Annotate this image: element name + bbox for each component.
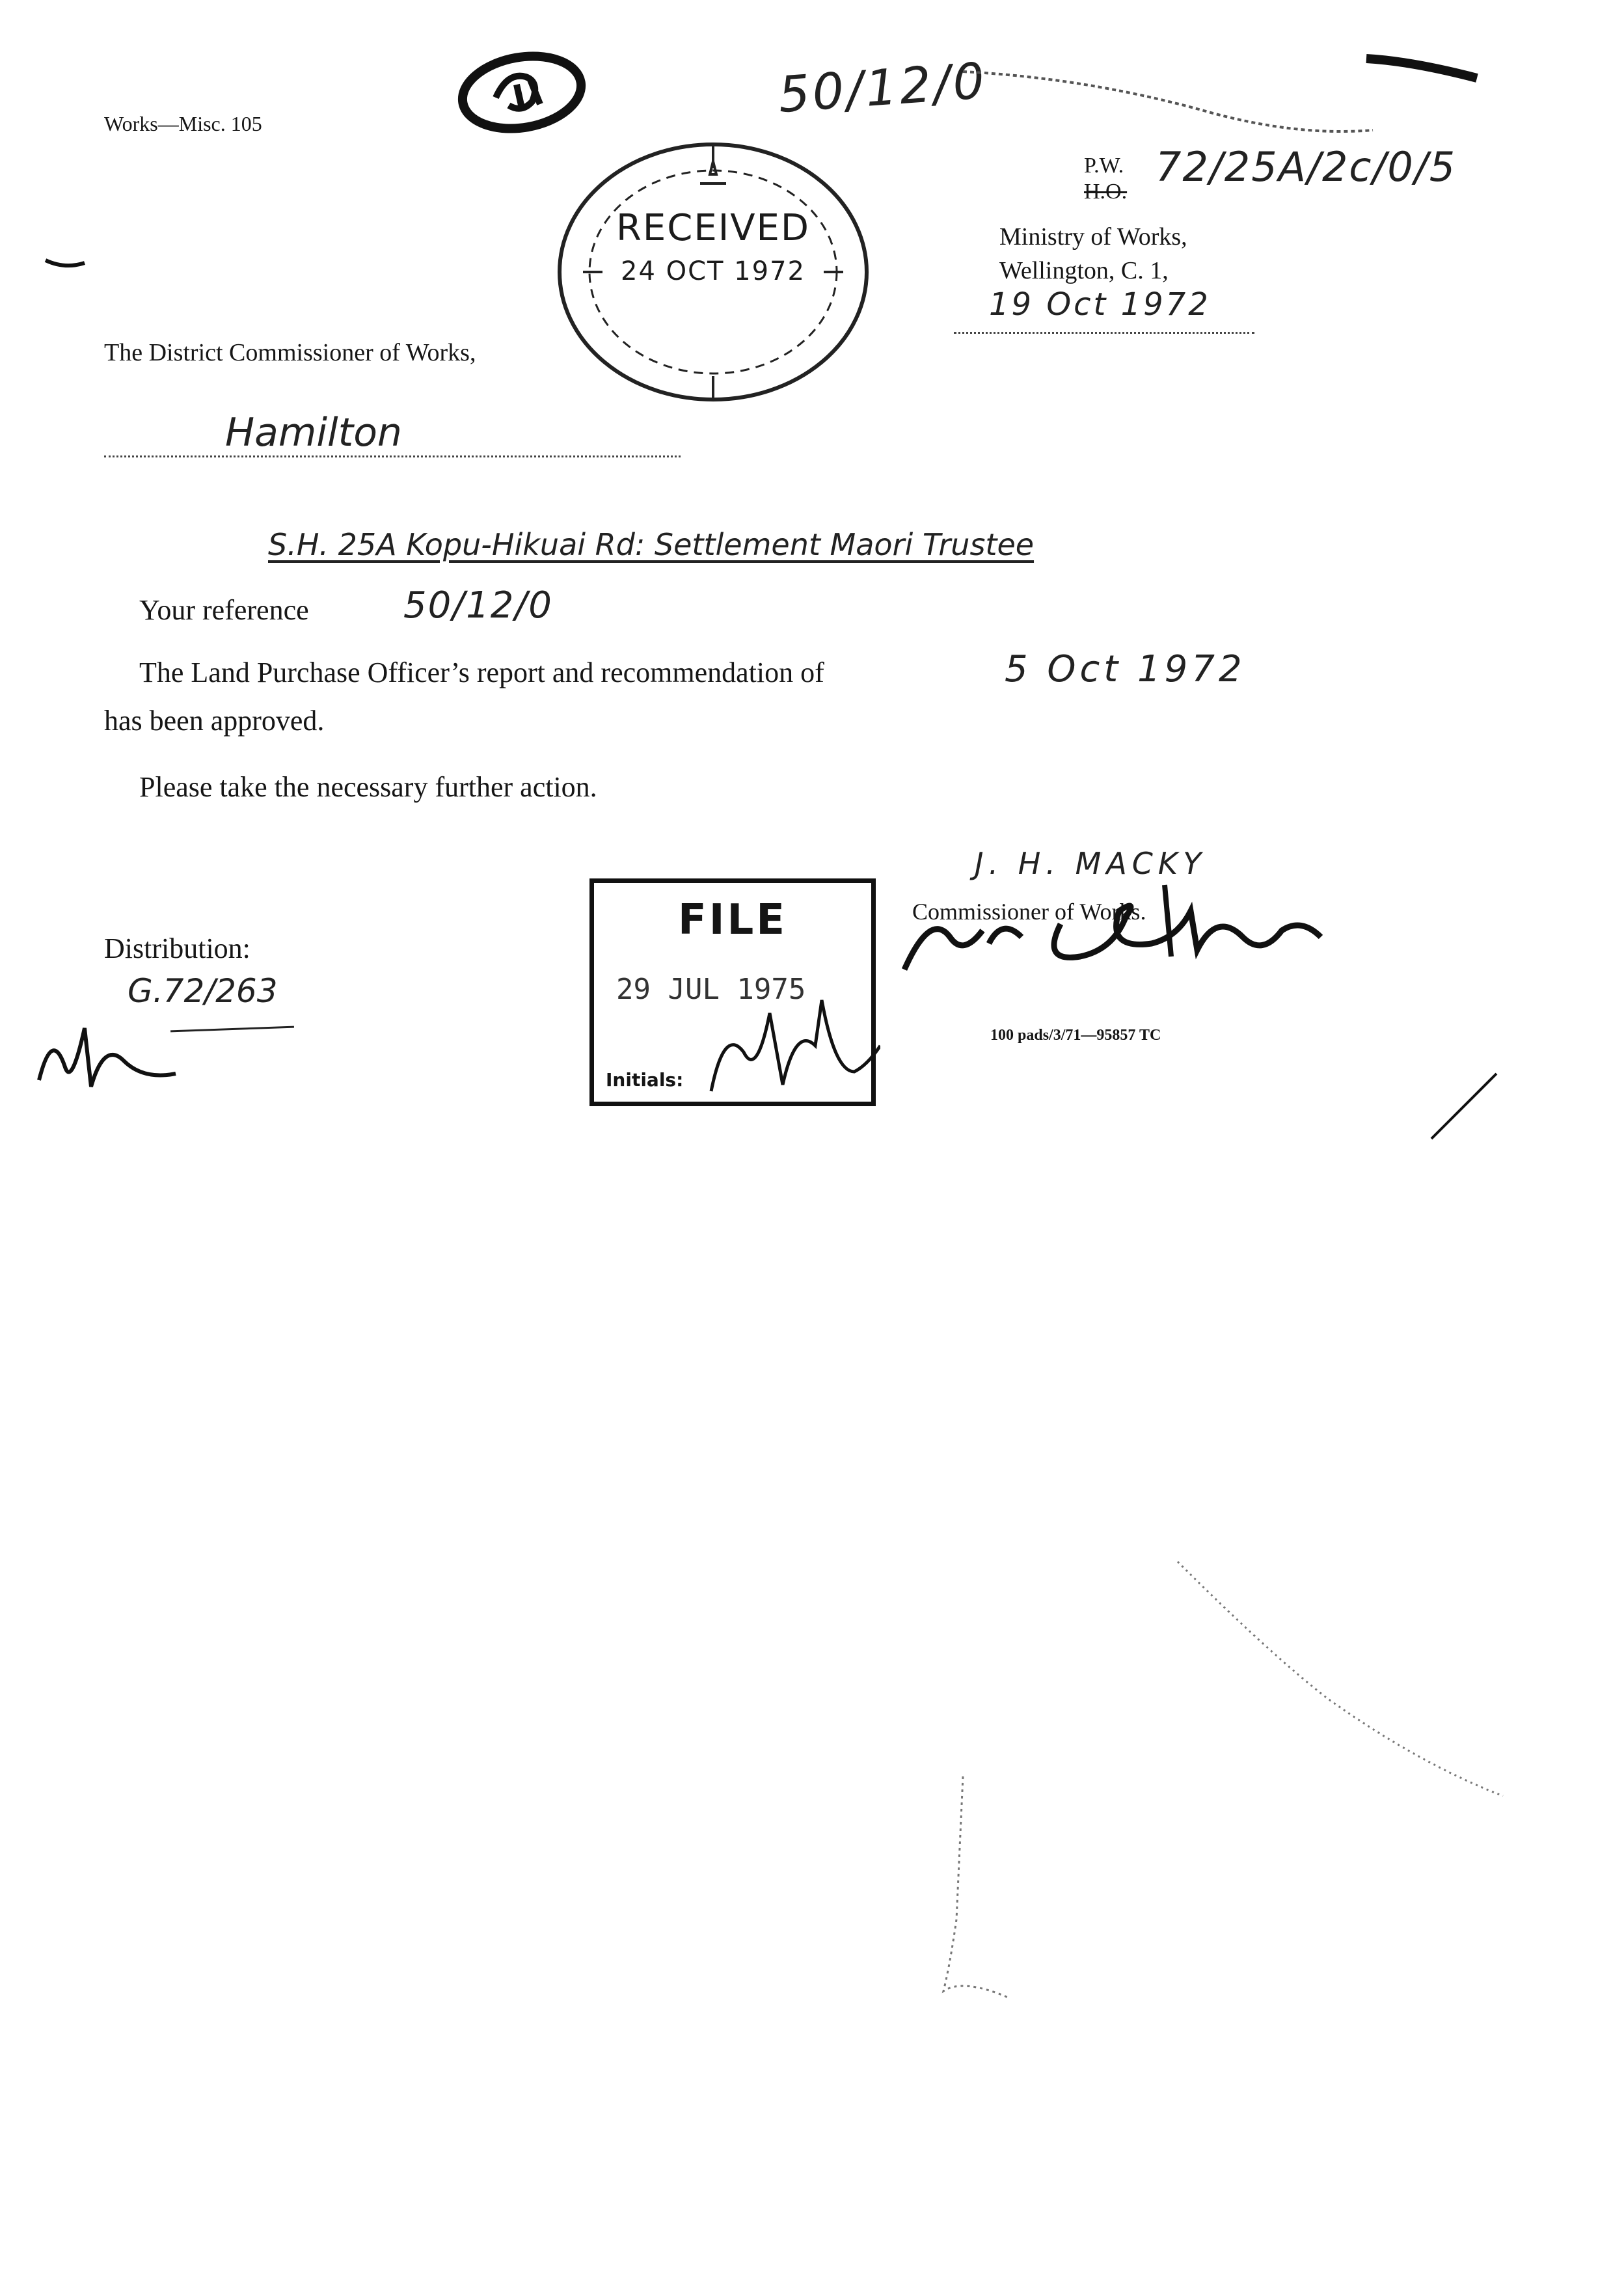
file-stamp [589,878,876,1106]
letter-date: 19 Oct 1972 [989,286,1211,323]
your-reference-label: Your reference [139,594,309,626]
top-stroke-icon [956,52,1496,156]
ministry-address [999,220,1187,288]
body-line-1: The Land Purchase Officer’s report and recommendation of [139,657,824,688]
initials-scribble-icon [685,974,880,1104]
top-reference: 50/12/0 [776,51,989,124]
distribution-underline [170,1026,294,1033]
distribution-entry: G.72/263 [128,972,278,1010]
body-line-2: has been approved. [104,705,325,737]
form-code: Works—Misc. 105 [104,112,262,135]
addressee-city: Hamilton [225,410,402,455]
your-reference-value: 50/12/0 [403,584,553,627]
print-code: 100 pads/3/71—95857 TC [990,1027,1161,1044]
file-stamp-title: FILE [677,896,788,944]
date-dotted-line [954,332,1254,334]
signer-name: J. H. MACKY [975,846,1207,881]
distribution-initials-icon [26,989,182,1100]
stamp-received-text: RECEIVED [616,207,811,249]
ministry-line: Wellington, C. 1, [999,257,1169,284]
pw-reference: 72/25A/2c/0/5 [1156,143,1457,191]
report-date: 5 Oct 1972 [1005,648,1246,690]
commissioner-title: Commissioner of Works. [912,899,1146,925]
faint-curve-icon [1171,1549,1509,1809]
ministry-line: Ministry of Works, [999,223,1187,251]
file-stamp-initials-label: Initials: [606,1069,684,1091]
file-stamp-date: 29 JUL 1975 [616,973,806,1006]
stamp-date: 24 OCT 1972 [621,256,805,286]
pw-struck-text: H.O. [1084,180,1128,204]
addressee: The District Commissioner of Works, [104,339,476,366]
city-dotted-line [104,455,681,457]
faint-hook-icon [924,1770,1054,2004]
body-line-3: Please take the necessary further action. [139,771,597,803]
pw-label: P.W. [1084,154,1124,178]
margin-mark-icon [39,247,91,273]
handwritten-signature-icon [891,872,1347,983]
received-stamp [544,129,882,415]
subject-line: S.H. 25A Kopu-Hikuai Rd: Settlement Maori Trustee [268,527,1035,562]
margin-stroke-icon [1425,1067,1503,1145]
distribution-label: Distribution: [104,932,250,964]
